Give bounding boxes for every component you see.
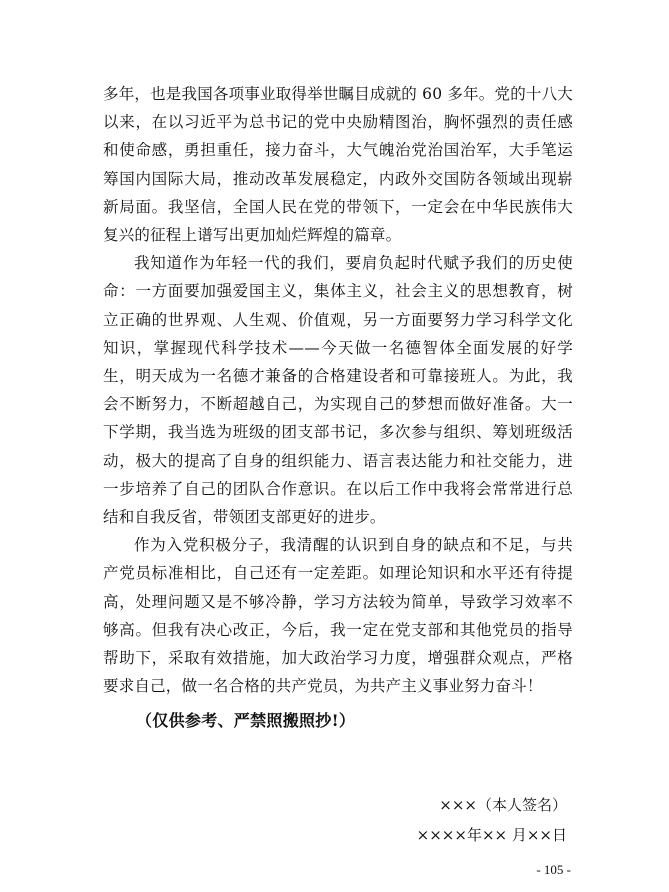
paragraph-mission: 我知道作为年轻一代的我们，要肩负起时代赋予我们的历史使命：一方面要加强爱国主义，集体主义，社会主义的思想教育，树立正确的世界观、人生观、价值观，另一方面要努力学习科学文化知识，掌握现代科学技术——今天做一名德智体全面发展的好学生，明天成为一名德才兼备的合格建设者和可靠接班人。为此，我会不断努力，不断超越自己，为实现自己的梦想而做好准备。大一下学期，我当选为班级的团支部书记，多次参与组织、筹划班级活动，极大的提高了自身的组织能力、语言表达能力和社交能力，进一步培养了自己的团队合作意识。在以后工作中我将会常常进行总结和自我反省，带领团支部更好的进步。	[103, 254, 573, 527]
body-text	[103, 80, 573, 700]
page-number: - 105 -	[536, 862, 571, 877]
signature-date: ××××年×× 月××日	[416, 826, 567, 844]
signature-name: ×××（本人签名）	[439, 796, 567, 814]
signature-block	[417, 790, 567, 850]
paragraph-continuation: 多年，也是我国各项事业取得举世瞩目成就的 60 多年。党的十八大以来，在以习近平为总书记的党中央励精图治，胸怀强烈的责任感和使命感，勇担重任，接力奋斗，大气魄治党治国治军，大手笔运筹国内国际大局，推动改革发展稳定，内政外交国防各领域出现崭新局面。我坚信，全国人民在党的带领下，一定会在中华民族伟大复兴的征程上谱写出更加灿烂辉煌的篇章。	[103, 85, 573, 245]
paragraph-self-reflection: 作为入党积极分子，我清醒的认识到自身的缺点和不足，与共产党员标准相比，自己还有一定差距。如理论知识和水平还有待提高，处理问题又是不够冷静，学习方法较为简单，导致学习效率不够高。但我有决心改正，今后，我一定在党支部和其他党员的指导帮助下，采取有效措施，加大政治学习力度，增强群众观点，严格要求自己，做一名合格的共产党员，为共产主义事业努力奋斗！	[103, 536, 573, 696]
disclaimer-note: （仅供参考、严禁照搬照抄!）	[136, 711, 356, 730]
